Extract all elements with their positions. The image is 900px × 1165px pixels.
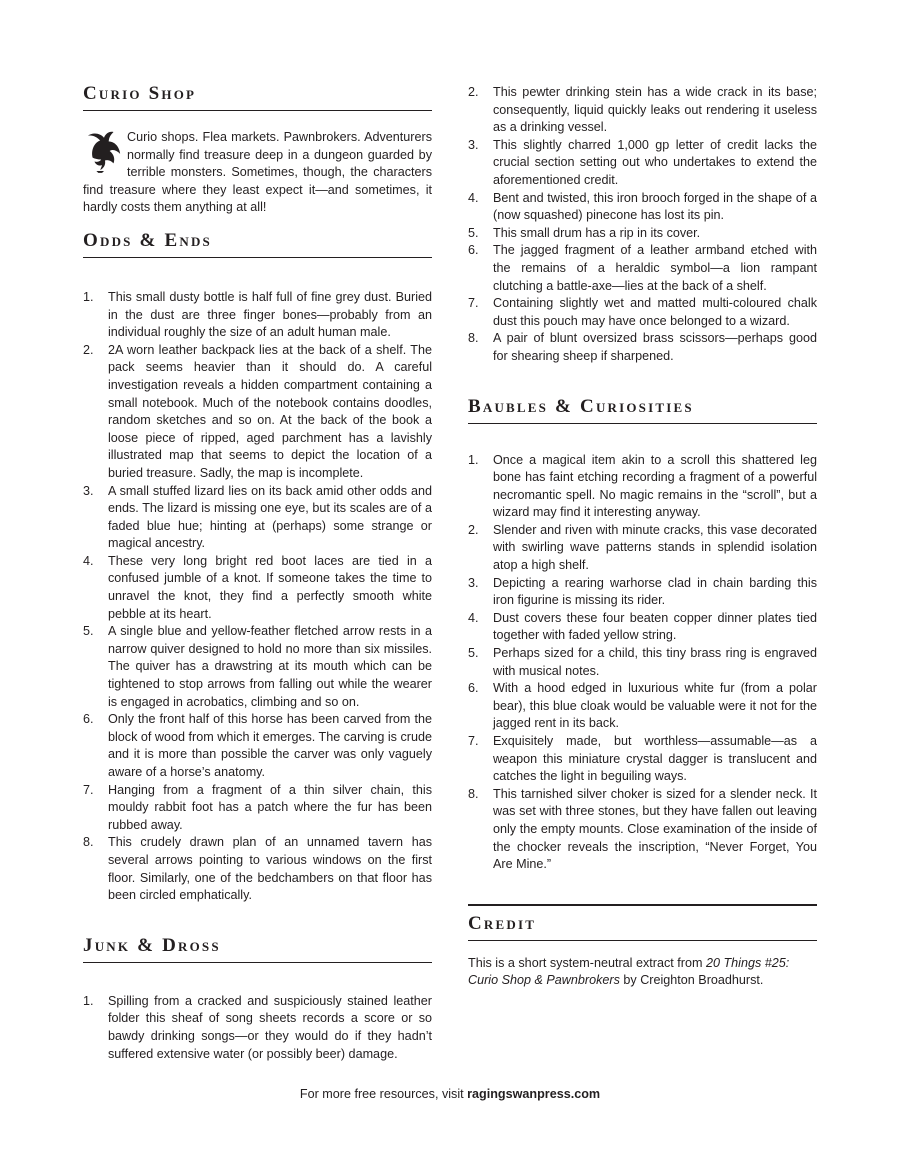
item-number: 5.: [83, 624, 94, 639]
item-text: A single blue and yellow-feather fletched arrow rests in a narrow quiver designed to hold no more than six missiles. The quiver has a drawstring at its mouth which can be tightened to stop arrows from falling out while the wearer is engaged in acrobatics, climbing and so on.: [108, 624, 432, 709]
list-item: [83, 483, 432, 553]
item-text: Dust covers these four beaten copper dinner plates tied together with faded yellow string.: [493, 610, 817, 643]
item-text: Depicting a rearing warhorse clad in chain barding this iron figurine is missing its rider.: [493, 575, 817, 608]
curio-shop-heading: Curio Shop: [83, 84, 432, 111]
list-item: [468, 295, 817, 330]
item-number: 5.: [468, 225, 479, 240]
junk-dross-list-part-1: [83, 993, 432, 1063]
item-number: 6.: [468, 681, 479, 696]
list-item: [83, 623, 432, 711]
item-number: 2.: [468, 522, 479, 537]
item-text: Once a magical item akin to a scroll this shattered leg bone has faint etching recording a fragment of a powerful necromantic spell. No magic remains in the “scroll”, but a wizard may find it interesting anyway.: [493, 452, 817, 520]
list-item: [468, 733, 817, 786]
credit-book-title: 20 Things #25: Curio Shop & Pawnbrokers: [468, 955, 790, 988]
item-text: Hanging from a fragment of a thin silver chain, this mouldy rabbit foot has a patch where the fur has been rubbed away.: [108, 782, 432, 832]
swan-icon: [85, 129, 123, 173]
item-text: Exquisitely made, but worthless—assumable—as a weapon this miniature crystal dagger is translucent and catches the light in beguiling ways.: [493, 734, 817, 784]
item-number: 7.: [468, 734, 479, 748]
footer: [0, 1087, 900, 1101]
item-text: This pewter drinking stein has a wide crack in its base; consequently, liquid quickly leaks out rendering it useless as a drinking vessel.: [493, 85, 817, 135]
item-text: This small dusty bottle is half full of fine grey dust. Buried in the dust are three finger bones—probably from an individual roughly the size of an adult human male.: [108, 289, 432, 340]
baubles-list: [468, 452, 817, 874]
list-item: [468, 645, 817, 680]
item-text: With a hood edged in luxurious white fur (from a polar bear), this blue cloak would be valuable were it not for the jagged rent in its back.: [493, 681, 817, 731]
list-item: [83, 289, 432, 342]
item-number: 3.: [83, 483, 94, 498]
list-item: [468, 225, 817, 243]
item-text: Perhaps sized for a child, this tiny brass ring is engraved with musical notes.: [493, 646, 817, 678]
list-item: [83, 782, 432, 835]
item-number: 1.: [83, 993, 94, 1008]
right-column: [468, 84, 817, 990]
credit-text-before: This is a short system-neutral extract from: [468, 955, 706, 970]
list-item: [468, 575, 817, 610]
list-item: [83, 993, 432, 1063]
junk-dross-list-part-2: [468, 84, 817, 366]
item-number: 4.: [83, 553, 94, 568]
list-item: [468, 786, 817, 874]
list-item: [83, 342, 432, 483]
item-number: 2.: [83, 342, 94, 357]
list-item: [468, 190, 817, 225]
item-text: The jagged fragment of a leather armband etched with the remains of a heraldic symbol—a lion rampant clutching a battle-axe—lies at the back of a shelf.: [493, 243, 817, 293]
list-item: [83, 834, 432, 904]
intro-block: [83, 129, 432, 217]
footer-site-link[interactable]: ragingswanpress.com: [467, 1087, 601, 1101]
list-item: [468, 242, 817, 295]
list-item: [83, 711, 432, 781]
odds-ends-heading: Odds & Ends: [83, 231, 432, 258]
junk-dross-heading: Junk & Dross: [83, 936, 432, 963]
item-number: 4.: [468, 190, 479, 205]
list-item: [468, 610, 817, 645]
item-number: 3.: [468, 575, 479, 590]
intro-paragraph: Curio shops. Flea markets. Pawnbrokers. Adventurers normally find treasure deep in a dungeon guarded by terrible monsters. Sometimes, though, the characters find treasure where they least expect it—and sometimes, it hardly costs them anything at all!: [83, 130, 432, 215]
item-number: 8.: [83, 835, 94, 850]
left-column: [83, 84, 432, 1063]
item-number: 1.: [468, 452, 479, 467]
item-text: A pair of blunt oversized brass scissors—perhaps good for shearing sheep if sharpened.: [493, 331, 817, 363]
item-number: 4.: [468, 610, 479, 625]
item-text: This crudely drawn plan of an unnamed tavern has several arrows pointing to various windows on the first floor. Similarly, one of the bedchambers on that floor has been circled emphatically.: [108, 835, 432, 903]
item-text: Spilling from a cracked and suspiciously stained leather folder this sheaf of song sheets records a score or so bawdy drinking songs—or they would do if they hadn’t suffered extensive water (or possibly beer) damage.: [108, 993, 432, 1061]
item-text: Only the front half of this horse has been carved from the block of wood from which it emerges. The carving is crude and it is more than possible the carver was only vaguely aware of a horse’s anatomy.: [108, 712, 432, 779]
credit-paragraph: [468, 955, 817, 990]
item-text: Slender and riven with minute cracks, this vase decorated with swirling wave patterns stands in splendid isolation atop a high shelf.: [493, 522, 817, 573]
item-number: 2.: [468, 85, 479, 99]
item-number: 6.: [83, 712, 94, 727]
list-item: [468, 522, 817, 575]
list-item: [83, 553, 432, 623]
item-number: 6.: [468, 243, 479, 258]
item-number: 1.: [83, 289, 94, 304]
item-number: 7.: [468, 296, 479, 311]
list-item: [468, 84, 817, 137]
item-number: 8.: [468, 331, 479, 346]
credit-heading: Credit: [468, 904, 817, 941]
item-text: This slightly charred 1,000 gp letter of credit lacks the crucial section setting out who undertakes to extend the aforementioned credit.: [493, 137, 817, 187]
item-text: Bent and twisted, this iron brooch forged in the shape of a (now squashed) pinecone has lost its pin.: [493, 190, 817, 223]
item-text: A small stuffed lizard lies on its back amid other odds and ends. The lizard is missing one eye, but its scales are of a faded blue hue; hinting at (perhaps) some strange or magical ancestry.: [108, 483, 432, 551]
item-number: 7.: [83, 782, 94, 797]
baubles-heading: Baubles & Curiosities: [468, 397, 817, 424]
item-number: 3.: [468, 137, 479, 152]
footer-prefix: For more free resources, visit: [299, 1087, 468, 1101]
list-item: [468, 330, 817, 365]
item-number: 8.: [468, 786, 479, 801]
item-text: This tarnished silver choker is sized for a slender neck. It was set with three stones, but they have fallen out leaving only the empty mounts. Close examination of the inside of the chocker reveals the inscription, “Never Forget, You Are Mine.”: [493, 786, 817, 872]
item-text: These very long bright red boot laces are tied in a confused jumble of a knot. If someone takes the time to unravel the knot, they find a perfectly smooth white pebble at its heart.: [108, 553, 432, 621]
item-number: 5.: [468, 646, 479, 661]
list-item: [468, 137, 817, 190]
item-text: Containing slightly wet and matted multi-coloured chalk dust this pouch may have once belonged to a wizard.: [493, 296, 817, 328]
list-item: [468, 452, 817, 522]
item-text: 2A worn leather backpack lies at the back of a shelf. The pack seems heavier than it should do. A careful investigation reveals a hidden compartment containing a small notebook. Much of the notebook contains doodles, random sketches and so on. At the back of the book a loose piece of ripped, aged parchment has a lavishly illustrated map that seems to depict the location of a buried treasure. Sadly, the map is incomplete.: [108, 342, 432, 480]
list-item: [468, 680, 817, 733]
odds-ends-list: [83, 289, 432, 905]
item-text: This small drum has a rip in its cover.: [493, 225, 701, 240]
credit-text-after: by Creighton Broadhurst.: [619, 973, 764, 988]
